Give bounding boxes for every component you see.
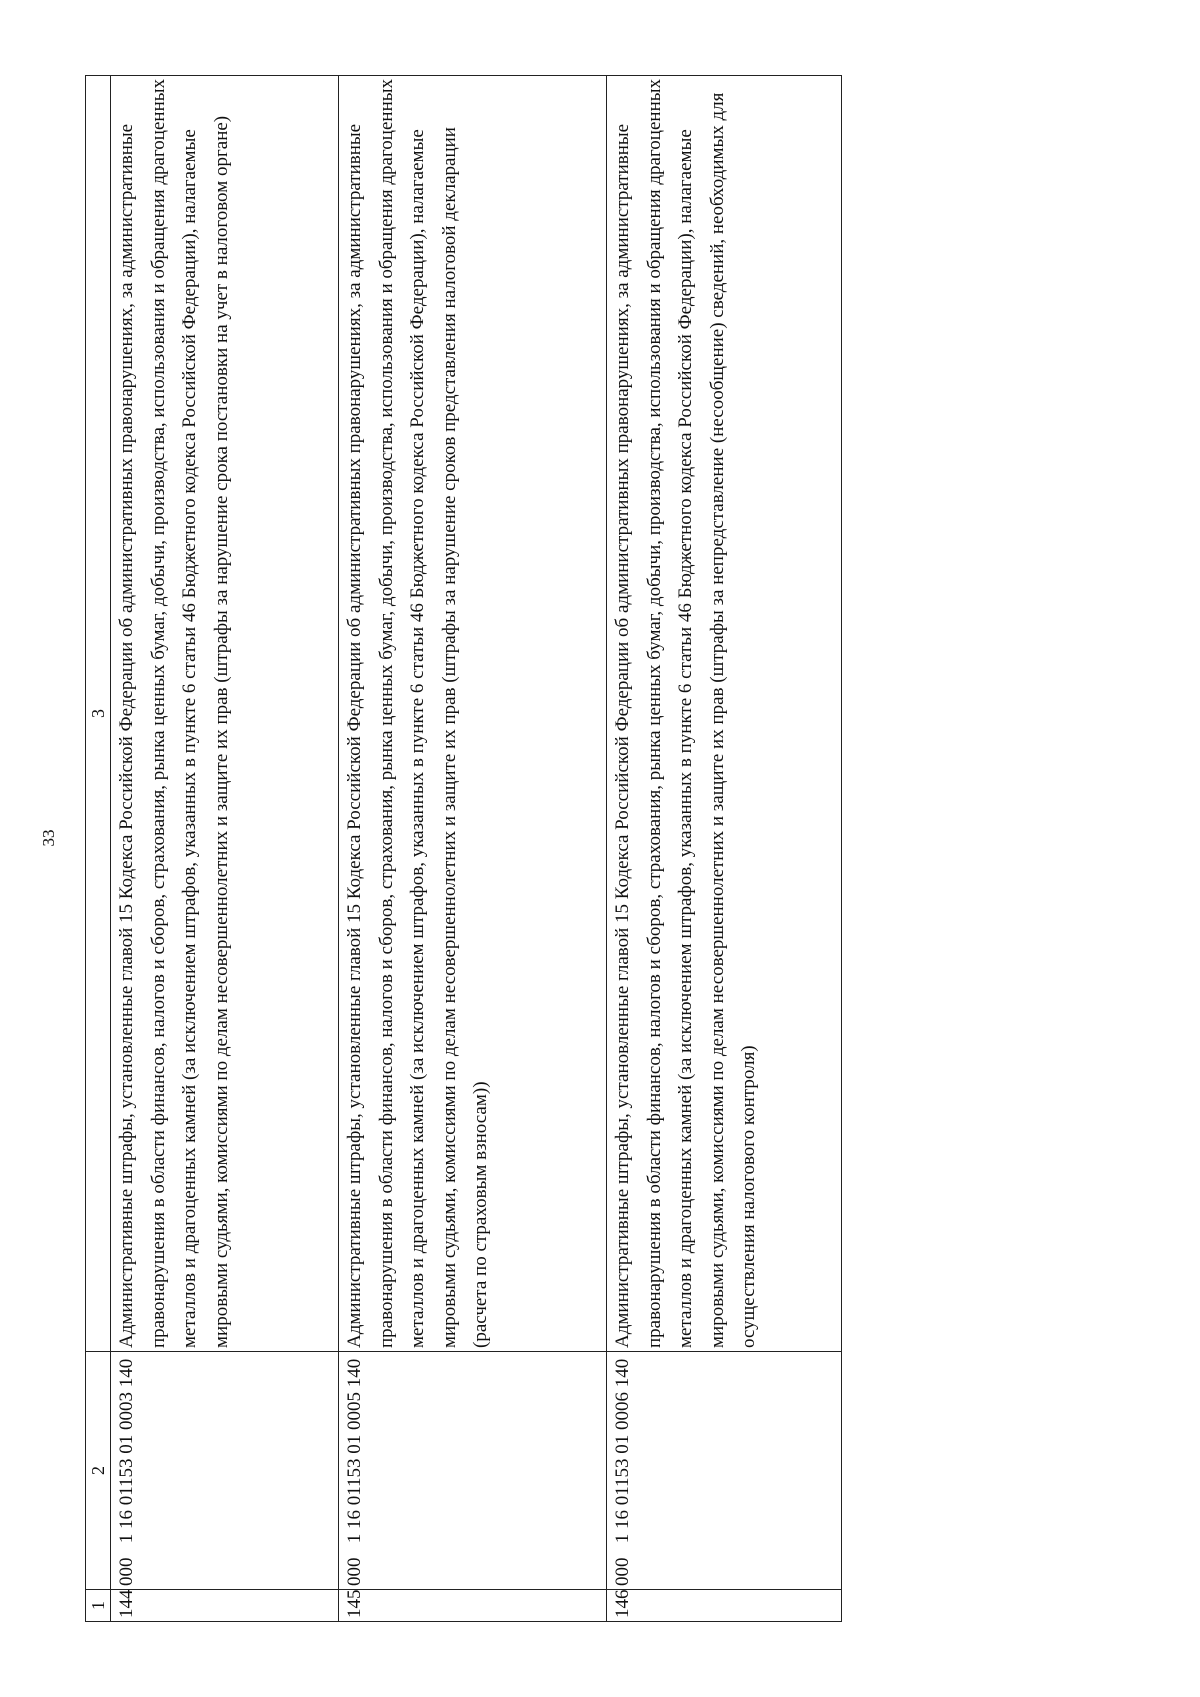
budget-classification-table: [85, 75, 842, 1622]
table-row: [607, 76, 842, 1622]
row-description: Административные штрафы, установленные главой 15 Кодекса Российской Федерации об административных правонарушениях, за административные правонарушения в области финансов, налогов и сборов, страхования, рынка ценных бумаг, добычи, производства, использования и обращения драгоценных металлов и драгоценных камней (за исключением штрафов, указанных в пункте 6 статьи 46 Бюджетного кодекса Российской Федерации), налагаемые мировыми судьями, комиссиями по делам несовершеннолетних и защите их прав (штрафы за нарушение сроков представления налоговой декларации (расчета по страховым взносам)): [339, 76, 607, 1352]
rotated-table-container: [85, 76, 840, 1622]
table-header-row: [86, 76, 111, 1622]
row-description: Административные штрафы, установленные главой 15 Кодекса Российской Федерации об административных правонарушениях, за административные правонарушения в области финансов, налогов и сборов, страхования, рынка ценных бумаг, добычи, производства, использования и обращения драгоценных металлов и драгоценных камней (за исключением штрафов, указанных в пункте 6 статьи 46 Бюджетного кодекса Российской Федерации), налагаемые мировыми судьями, комиссиями по делам несовершеннолетних и защите их прав (штрафы за непредставление (несообщение) сведений, необходимых для осуществления налогового контроля): [607, 76, 842, 1352]
header-col-3: 3: [86, 76, 111, 1352]
table-row: [111, 76, 339, 1622]
row-number: 144: [111, 1590, 339, 1622]
table-row: [339, 76, 607, 1622]
row-number: 145: [339, 1590, 607, 1622]
row-description: Административные штрафы, установленные главой 15 Кодекса Российской Федерации об административных правонарушениях, за административные правонарушения в области финансов, налогов и сборов, страхования, рынка ценных бумаг, добычи, производства, использования и обращения драгоценных металлов и драгоценных камней (за исключением штрафов, указанных в пункте 6 статьи 46 Бюджетного кодекса Российской Федерации), налагаемые мировыми судьями, комиссиями по делам несовершеннолетних и защите их прав (штрафы за нарушение срока постановки на учет в налоговом органе): [111, 76, 339, 1352]
row-code: 000 1 16 01153 01 0003 140: [111, 1352, 339, 1590]
row-code: 000 1 16 01153 01 0006 140: [607, 1352, 842, 1590]
row-code: 000 1 16 01153 01 0005 140: [339, 1352, 607, 1590]
header-col-2: 2: [86, 1352, 111, 1590]
page-number: 33: [39, 829, 58, 847]
row-number: 146: [607, 1590, 842, 1622]
header-col-1: 1: [86, 1590, 111, 1622]
